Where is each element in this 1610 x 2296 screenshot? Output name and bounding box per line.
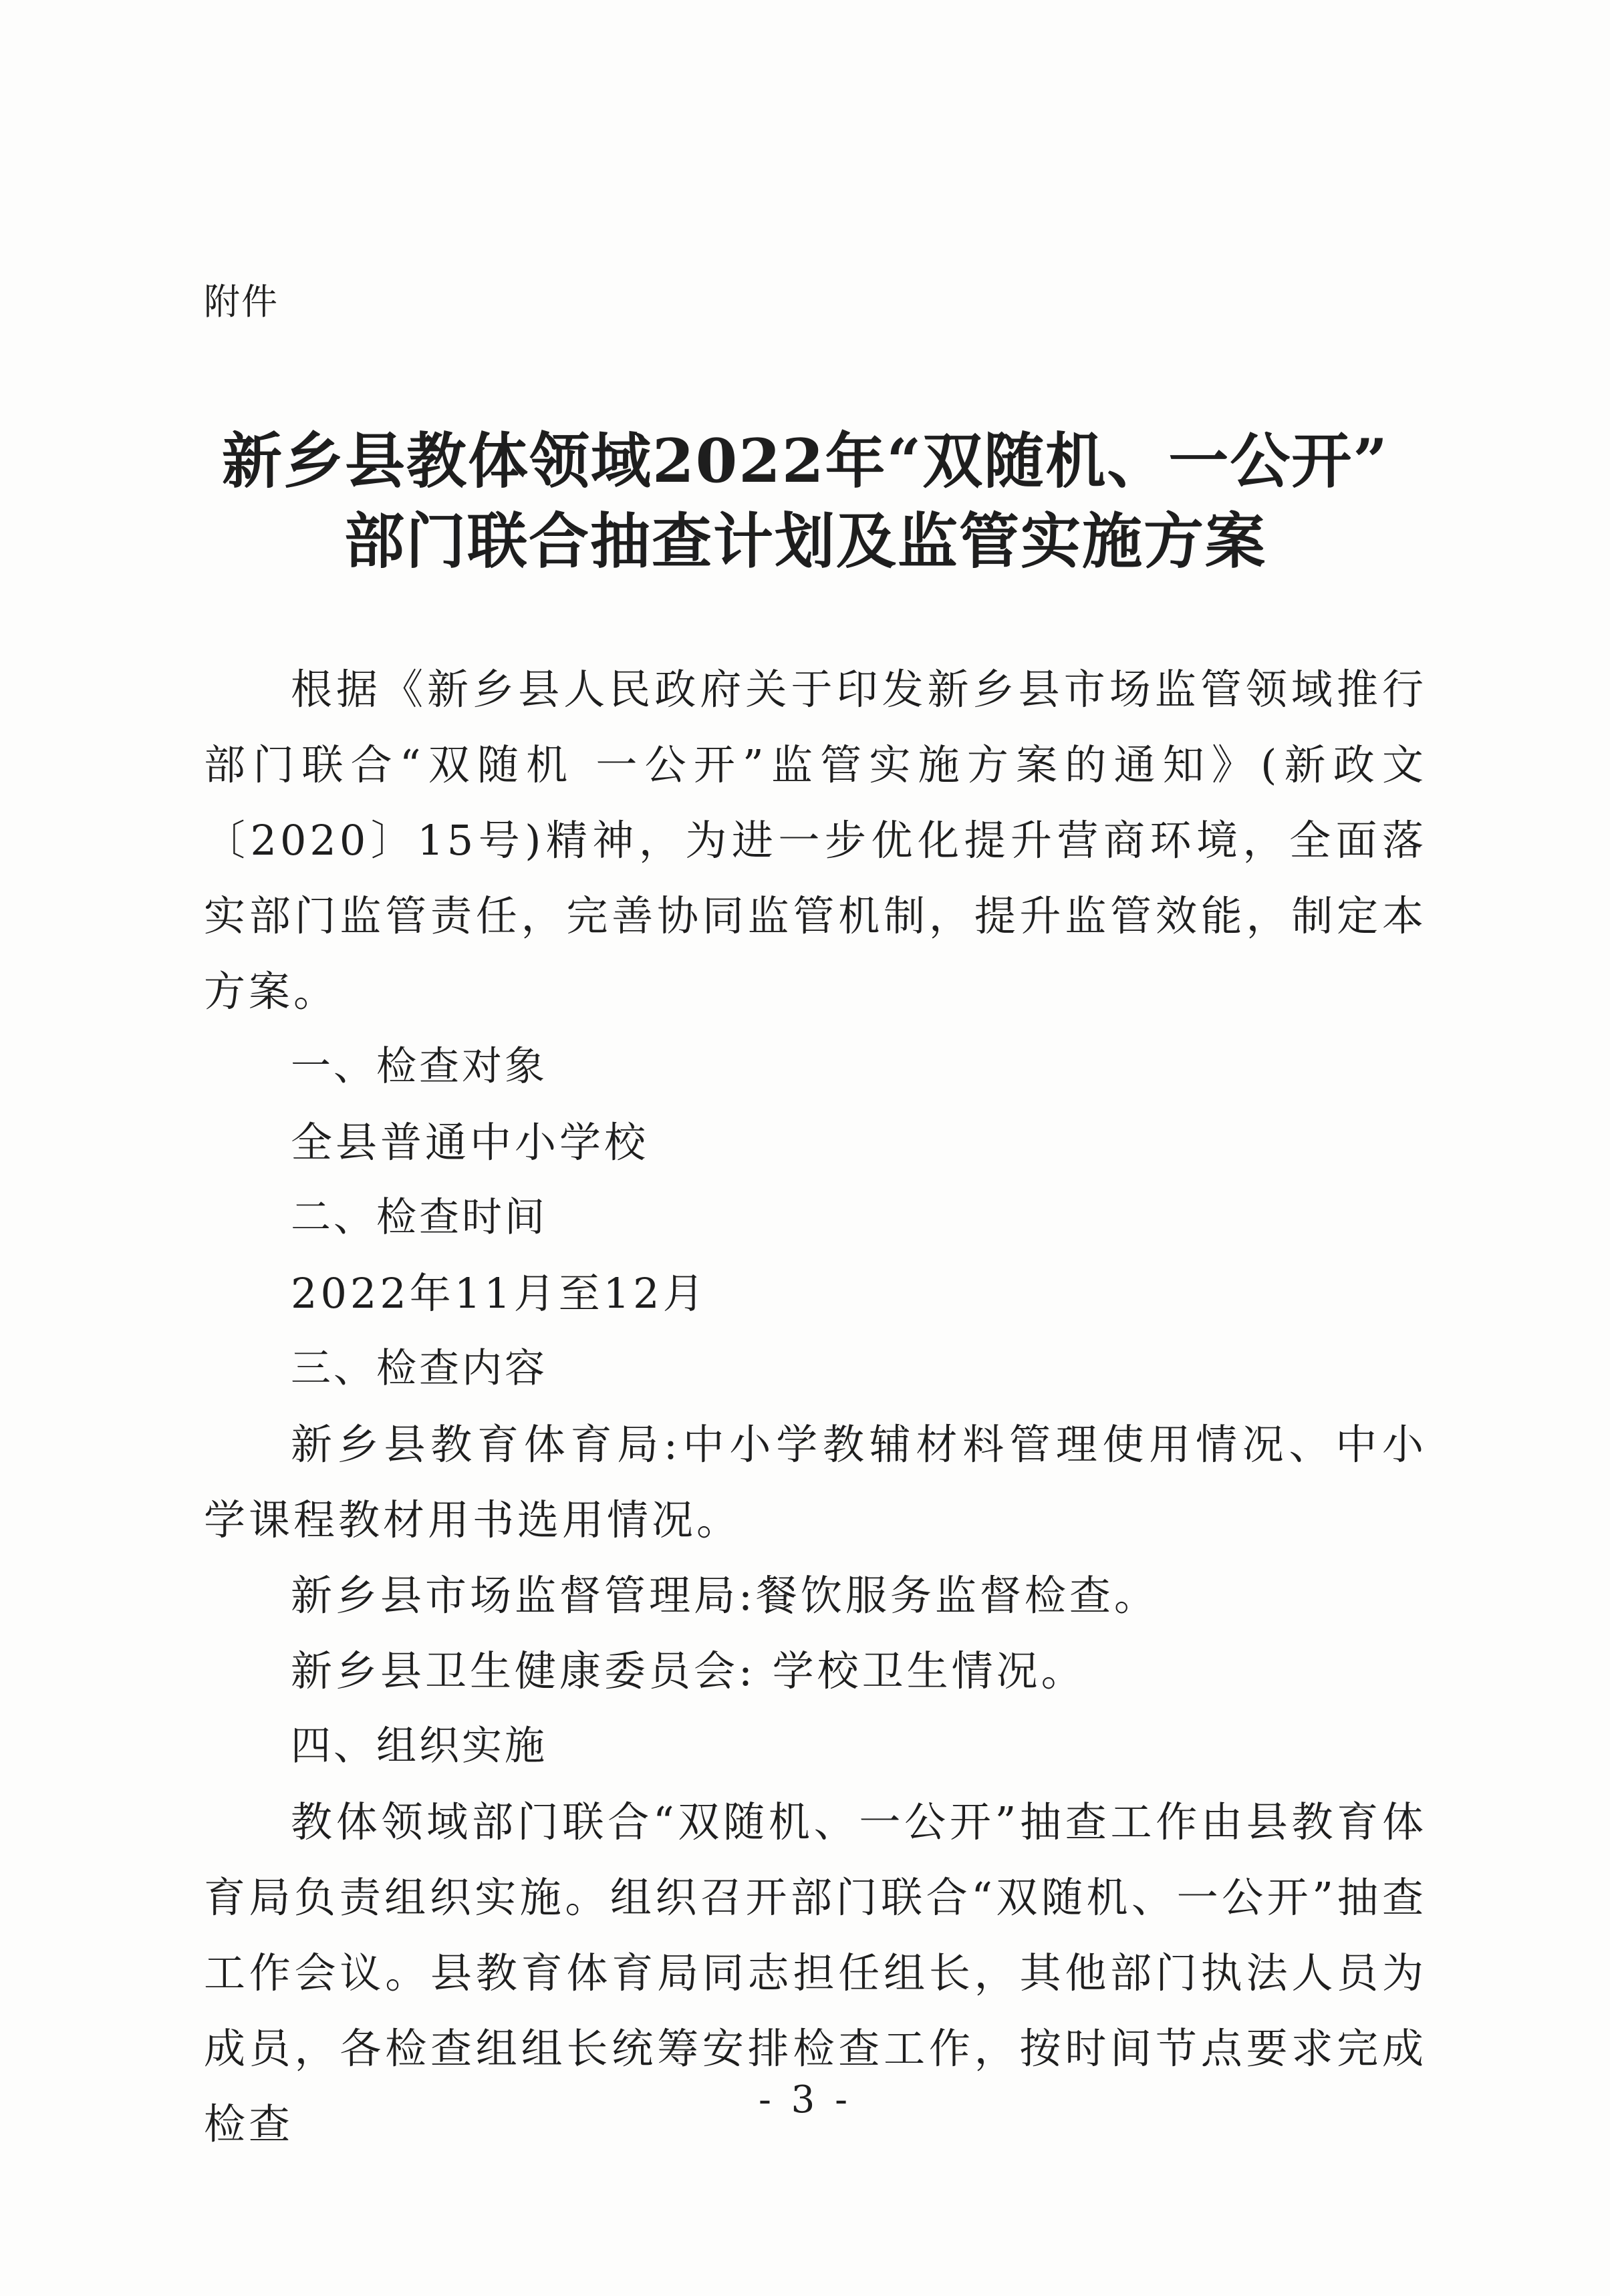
section-text-education-bureau: 新乡县教育体育局:中小学教辅材料管理使用情况、中小学课程教材用书选用情况。 <box>204 1420 1427 1544</box>
section-text-inspection-target: 全县普通中小学校 <box>291 1118 650 1167</box>
section-text-organization: 教体领域部门联合“双随机、一公开”抽查工作由县教育体育局负责组织实施。组织召开部门联合“双随机、一公开”抽查工作会议。县教育体育局同志担任组长，其他部门执法人员为成员，各检查组组长统筹安排检查工作，按时间节点要求完成检查 <box>204 1798 1427 2148</box>
section-heading-organization: 四、组织实施 <box>291 1723 547 1769</box>
document-body <box>204 652 1427 2162</box>
page-number: - 3 - <box>758 2078 852 2122</box>
section-text-market-supervision: 新乡县市场监督管理局:餐饮服务监督检查。 <box>291 1571 1159 1620</box>
section-text-inspection-time: 2022年11月至12月 <box>291 1269 708 1318</box>
section-heading-inspection-target: 一、检查对象 <box>291 1043 547 1090</box>
section-text-health-commission: 新乡县卫生健康委员会: 学校卫生情况。 <box>291 1646 1086 1695</box>
attachment-label: 附件 <box>204 281 279 323</box>
section-heading-inspection-time: 二、检查时间 <box>291 1194 547 1241</box>
intro-paragraph: 根据《新乡县人民政府关于印发新乡县市场监管领域推行部门联合“双随机 一公开”监管实施方案的通知》(新政文〔2020〕15号)精神，为进一步优化提升营商环境，全面落实部门监管责任，完善协同监管机制，提升监管效能，制定本方案。 <box>204 665 1427 1016</box>
document-title-line-2: 部门联合抽查计划及监管实施方案 <box>344 506 1266 577</box>
document-title-line-1: 新乡县教体领域2022年“双随机、一公开” <box>221 426 1389 496</box>
section-heading-inspection-content: 三、检查内容 <box>291 1345 547 1392</box>
